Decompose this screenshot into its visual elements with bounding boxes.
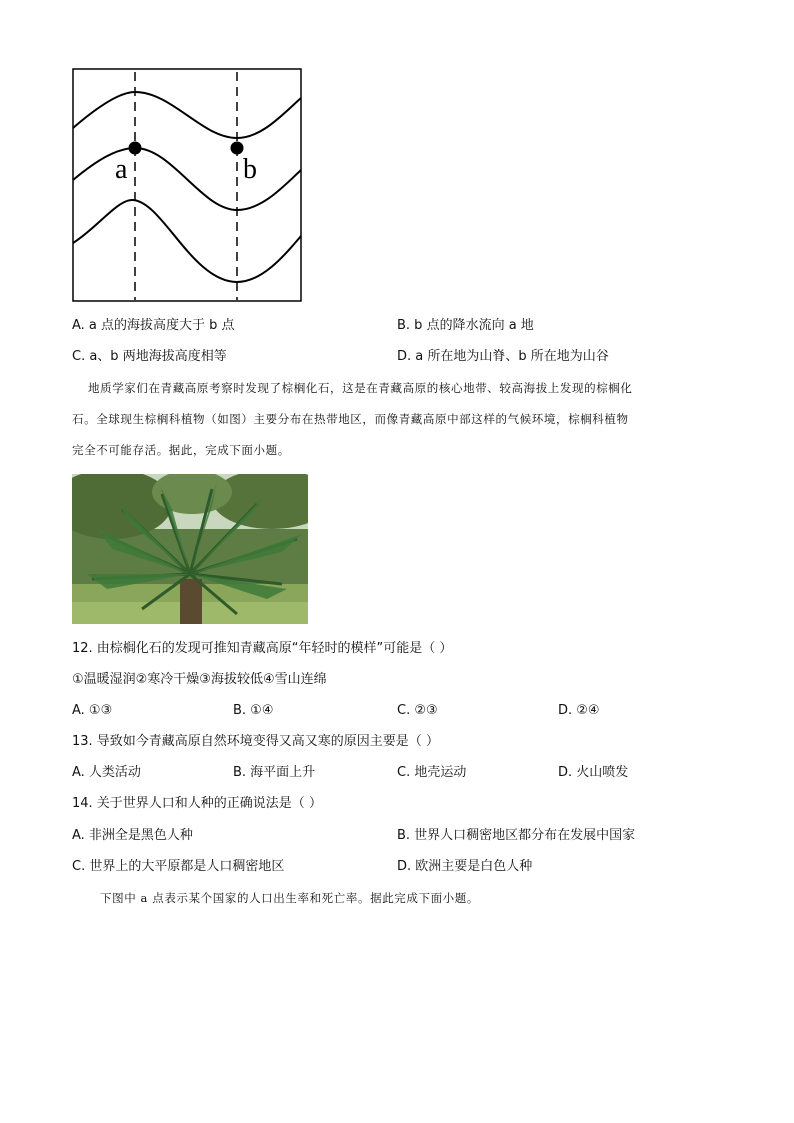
q12-option-b: B. ①④	[233, 703, 274, 718]
passage-1-line-3: 完全不可能存活。据此，完成下面小题。	[72, 443, 290, 457]
q13-option-c: C. 地壳运动	[397, 765, 467, 780]
q13-option-b: B. 海平面上升	[233, 765, 316, 780]
q14-option-c: C. 世界上的大平原都是人口稠密地区	[72, 859, 285, 874]
q12-stem: 12. 由棕榈化石的发现可推知青藏高原“年轻时的模样”可能是（ ）	[72, 641, 453, 656]
q12-option-a: A. ①③	[72, 703, 113, 718]
q13-stem: 13. 导致如今青藏高原自然环境变得又高又寒的原因主要是（ ）	[72, 734, 439, 749]
q11-option-b: B. b 点的降水流向 a 地	[397, 318, 534, 333]
passage-2: 下图中 a 点表示某个国家的人口出生率和死亡率。据此完成下面小题。	[100, 891, 479, 905]
q13-option-d: D. 火山喷发	[558, 765, 629, 780]
diagram-frame	[73, 69, 301, 301]
q11-option-c: C. a、b 两地海拔高度相等	[72, 349, 227, 364]
q13-option-a: A. 人类活动	[72, 765, 141, 780]
point-b	[231, 142, 244, 155]
palm-photo	[72, 474, 308, 624]
label-a: a	[115, 154, 128, 185]
q14-stem: 14. 关于世界人口和人种的正确说法是（ ）	[72, 796, 322, 811]
passage-1-line-2: 石。全球现生棕榈科植物（如图）主要分布在热带地区，而像青藏高原中部这样的气候环境，棕榈科植物	[72, 412, 629, 426]
contour-diagram	[72, 68, 302, 302]
passage-1-line-1: 地质学家们在青藏高原考察时发现了棕榈化石，这是在青藏高原的核心地带、较高海拔上发现的棕榈化	[88, 381, 633, 395]
label-b: b	[243, 154, 257, 185]
palm-plant-illustration	[72, 474, 308, 624]
q11-option-a: A. a 点的海拔高度大于 b 点	[72, 318, 235, 333]
q11-option-d: D. a 所在地为山脊、b 所在地为山谷	[397, 349, 609, 364]
contour-line-2	[73, 148, 301, 210]
point-a	[129, 142, 142, 155]
q14-option-a: A. 非洲全是黑色人种	[72, 828, 193, 843]
contour-line-1	[73, 92, 301, 138]
q14-option-d: D. 欧洲主要是白色人种	[397, 859, 533, 874]
q12-items: ①温暖湿润②寒冷干燥③海拔较低④雪山连绵	[72, 672, 327, 687]
q12-option-c: C. ②③	[397, 703, 438, 718]
contour-line-3	[73, 200, 301, 282]
q14-option-b: B. 世界人口稠密地区都分布在发展中国家	[397, 828, 636, 843]
q12-option-d: D. ②④	[558, 703, 600, 718]
